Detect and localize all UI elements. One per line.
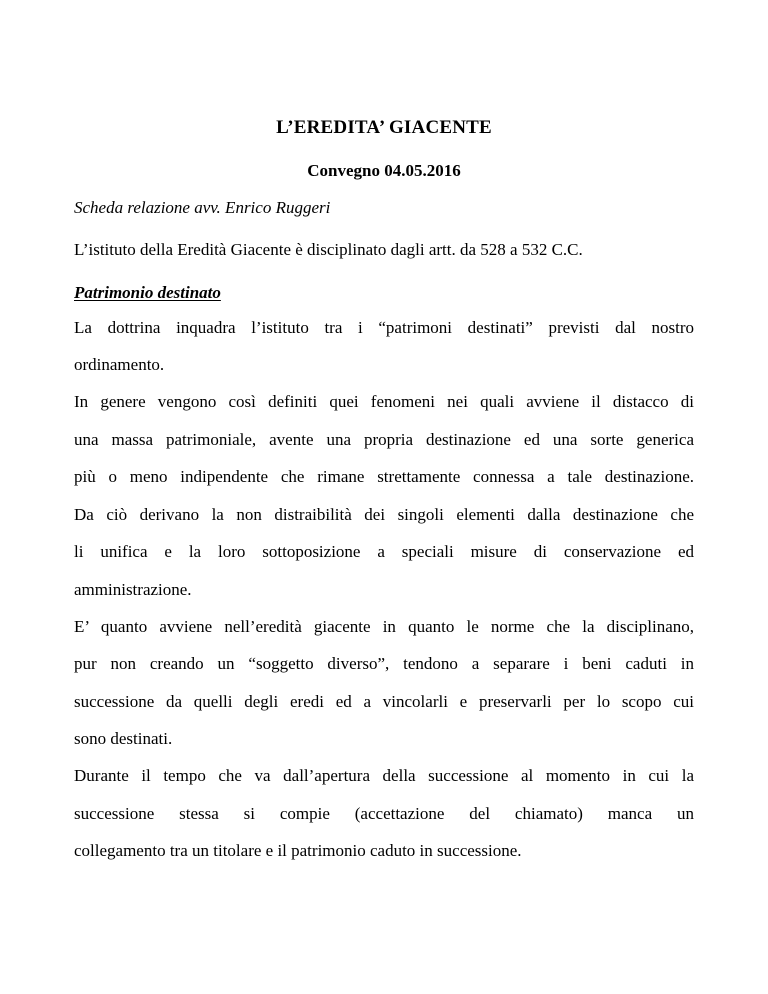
body-line-3: In genere vengono così definiti quei fenomeni nei quali avviene il distacco di (74, 392, 694, 411)
body-line-6: Da ciò derivano la non distraibilità dei singoli elementi dalla destinazione che (74, 505, 694, 524)
body-line-8: amministrazione. (74, 580, 192, 599)
section-heading: Patrimonio destinato (74, 283, 221, 302)
body-line-2: ordinamento. (74, 355, 165, 374)
author-line: Scheda relazione avv. Enrico Ruggeri (74, 198, 331, 217)
document-subtitle: Convegno 04.05.2016 (307, 161, 461, 180)
body-line-5: più o meno indipendente che rimane strettamente connessa a tale destinazione. (74, 467, 694, 486)
body-line-12: sono destinati. (74, 729, 173, 748)
body-line-11: successione da quelli degli eredi ed a vincolarli e preservarli per lo scopo cui (74, 692, 694, 711)
body-line-4: una massa patrimoniale, avente una propria destinazione ed una sorte generica (74, 430, 694, 449)
body-line-13: Durante il tempo che va dall’apertura della successione al momento in cui la (74, 766, 694, 785)
body-line-7: li unifica e la loro sottoposizione a speciali misure di conservazione ed (74, 542, 694, 561)
body-line-15: collegamento tra un titolare e il patrimonio caduto in successione. (74, 841, 522, 860)
intro-paragraph: L’istituto della Eredità Giacente è disciplinato dagli artt. da 528 a 532 C.C. (74, 240, 583, 259)
body-line-9: E’ quanto avviene nell’eredità giacente in quanto le norme che la disciplinano, (74, 617, 694, 636)
body-line-10: pur non creando un “soggetto diverso”, tendono a separare i beni caduti in (74, 654, 694, 673)
body-line-1: La dottrina inquadra l’istituto tra i “patrimoni destinati” previsti dal nostro (74, 318, 694, 337)
document-title: L’EREDITA’ GIACENTE (276, 117, 492, 138)
body-line-14: successione stessa si compie (accettazione del chiamato) manca un (74, 804, 694, 823)
